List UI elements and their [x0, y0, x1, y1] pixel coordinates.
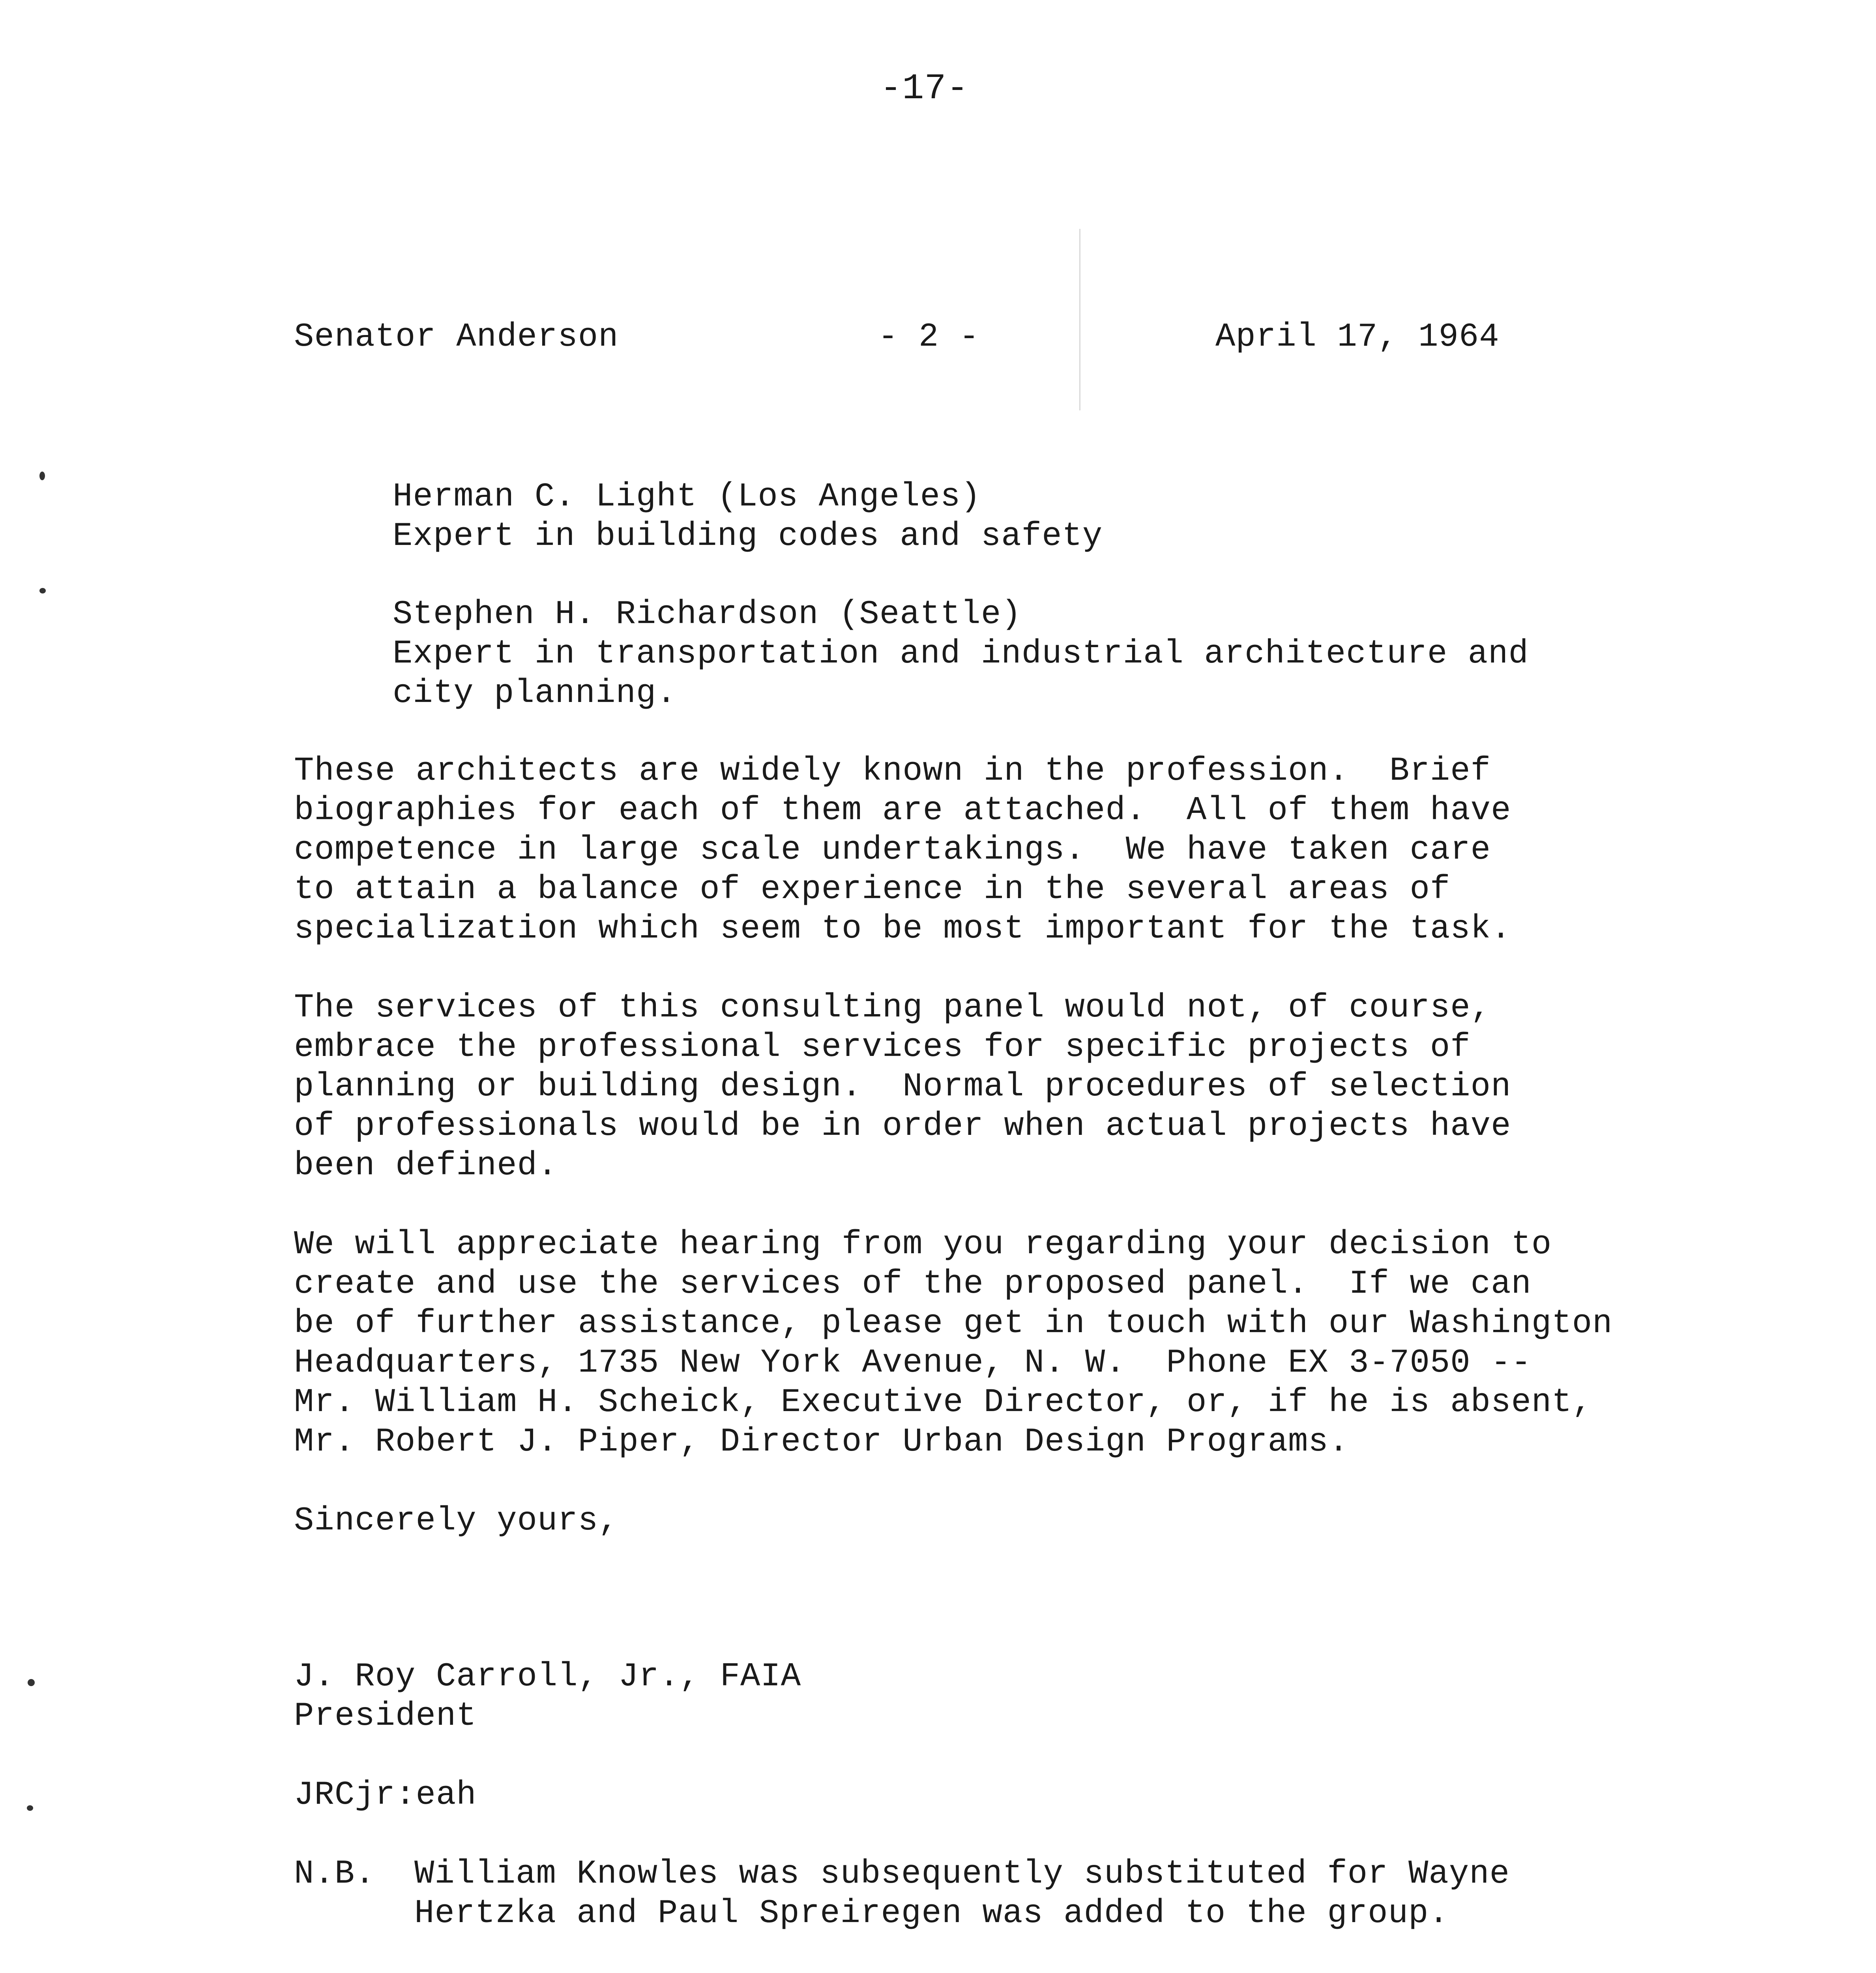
paragraph-line: specialization which seem to be most important for the task. — [294, 910, 1511, 948]
signature-name: J. Roy Carroll, Jr., FAIA — [294, 1658, 801, 1696]
margin-speck — [28, 1679, 35, 1686]
paragraph-line: Mr. Robert J. Piper, Director Urban Design Programs. — [294, 1423, 1349, 1461]
paper-fold-mark — [1079, 229, 1080, 410]
margin-speck — [39, 472, 45, 480]
closing: Sincerely yours, — [294, 1502, 619, 1540]
paragraph-line: Headquarters, 1735 New York Avenue, N. W. Phone EX 3-7050 -- — [294, 1344, 1532, 1382]
header-page: - 2 - — [878, 318, 980, 356]
paragraph-line: The services of this consulting panel would not, of course, — [294, 989, 1491, 1027]
note-line: William Knowles was subsequently substituted for Wayne — [414, 1855, 1510, 1893]
paragraph-line: been defined. — [294, 1147, 558, 1185]
paragraph-line: We will appreciate hearing from you regarding your decision to — [294, 1226, 1552, 1264]
paragraph-line: of professionals would be in order when actual projects have — [294, 1108, 1511, 1145]
signature-title: President — [294, 1698, 477, 1735]
list-entry-name: Herman C. Light (Los Angeles) — [393, 478, 981, 516]
header-recipient: Senator Anderson — [294, 318, 619, 356]
list-entry-description: Expert in building codes and safety — [393, 518, 1103, 555]
list-entry-name: Stephen H. Richardson (Seattle) — [393, 596, 1022, 633]
typist-initials: JRCjr:eah — [294, 1776, 477, 1814]
margin-speck — [27, 1805, 33, 1811]
note-line: Hertzka and Paul Spreiregen was added to the group. — [414, 1895, 1449, 1932]
paragraph-line: planning or building design. Normal procedures of selection — [294, 1068, 1511, 1106]
paragraph-line: embrace the professional services for specific projects of — [294, 1029, 1471, 1066]
page-number: -17- — [880, 68, 969, 109]
paragraph-line: Mr. William H. Scheick, Executive Director, or, if he is absent, — [294, 1384, 1593, 1421]
paragraph-line: create and use the services of the proposed panel. If we can — [294, 1265, 1532, 1303]
paragraph-line: be of further assistance, please get in touch with our Washington — [294, 1305, 1613, 1342]
paragraph-line: These architects are widely known in the profession. Brief — [294, 753, 1491, 790]
margin-speck — [39, 588, 46, 593]
paragraph-line: biographies for each of them are attached. All of them have — [294, 792, 1511, 829]
paragraph-line: competence in large scale undertakings. We have taken care — [294, 831, 1491, 869]
note-label: N.B. — [294, 1855, 375, 1893]
header-date: April 17, 1964 — [1215, 318, 1500, 356]
list-entry-description: city planning. — [393, 675, 677, 712]
paragraph-line: to attain a balance of experience in the several areas of — [294, 871, 1451, 908]
list-entry-description: Expert in transportation and industrial architecture and — [393, 635, 1529, 673]
